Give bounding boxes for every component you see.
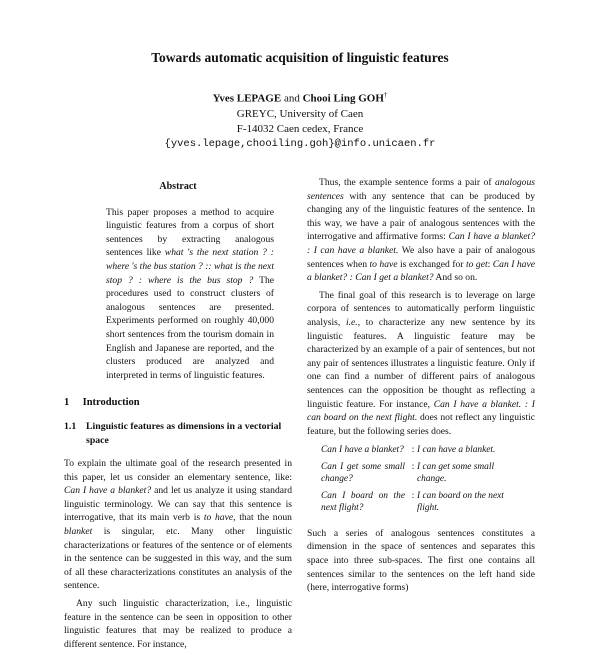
- section-number: 1: [64, 397, 70, 409]
- section-heading: [64, 396, 292, 410]
- subsection-heading: [64, 420, 292, 447]
- right-paragraph-3: Such a series of analogous sentences constitutes a dimension in the space of sentences and separates this space into three sub-spaces. The first one contains all sentences similar to the sentences on the left hand side (here, interrogative forms): [307, 527, 535, 594]
- example-row: [321, 490, 511, 519]
- text-span: does not reflect any linguistic feature, but the following series does.: [307, 412, 535, 437]
- author-block: [0, 88, 600, 152]
- example-row: [321, 461, 511, 490]
- text-span: And so on.: [433, 272, 478, 284]
- example-span: Can I have a blanket? : Can I get a blanket?: [307, 258, 535, 284]
- abstract-text-1: This paper proposes a method to acquire linguistic features from a corpus of short sentences by extracting analogous sentences like: [106, 206, 274, 259]
- abstract-text: [106, 206, 274, 383]
- affiliation: GREYC, University of Caen: [236, 107, 364, 120]
- paper-title: Towards automatic acquisition of linguistic features: [151, 50, 449, 65]
- subsection-title: Linguistic features as dimensions in a vectorial space: [86, 420, 282, 446]
- example-span: i.e.: [345, 316, 358, 328]
- example-left: Can I board on the next flight?: [321, 490, 405, 514]
- example-span: to have: [203, 512, 234, 524]
- example-span: Can I have a blanket?: [64, 485, 152, 497]
- right-paragraph-1: [307, 176, 535, 285]
- example-span: Can I have a blanket? : I can have a blanket.: [307, 231, 535, 256]
- text-span: Thus, the example sentence forms a pair of: [319, 177, 496, 188]
- example-left: Can I get some small change?: [321, 461, 405, 485]
- email: {yves.lepage,chooiling.goh}@info.unicaen.fr: [164, 137, 436, 150]
- author-2: Chooi Ling GOH: [302, 92, 384, 105]
- section-title: Introduction: [82, 397, 140, 409]
- author-1: Yves LEPAGE: [212, 92, 282, 105]
- example-row: [321, 444, 511, 461]
- example-table: [321, 444, 511, 519]
- example-span: blanket: [64, 526, 93, 538]
- left-column: [64, 176, 292, 655]
- text-span: is exchanged for: [397, 258, 466, 270]
- left-paragraph-1: [64, 457, 292, 593]
- left-paragraph-2: Any such linguistic characterization, i.e., linguistic feature in the sentence can be seen in opposition to other linguistic features that may be realized to produce a different sentence. For instance,: [64, 598, 292, 650]
- text-span: The final goal of this research is to leverage on large corpora of sentences to automatically perform linguistic analysis,: [307, 289, 535, 328]
- abstract-text-2: The procedures used to construct clusters of analogous sentences are presented. Experiments performed on roughly 40,000 short sentences from the tourism domain in English and Japanese are reported, and the clusters produced are analyzed and interpreted in terms of linguistic features.: [106, 274, 275, 381]
- right-paragraph-2: [307, 289, 535, 439]
- example-span: to get: [465, 258, 488, 270]
- example-separator: :: [411, 461, 415, 472]
- example-left: Can I have a blanket?: [321, 445, 404, 456]
- dagger-mark: †: [383, 91, 388, 99]
- address: F-14032 Caen cedex, France: [236, 122, 364, 135]
- author-and: and: [283, 92, 300, 105]
- example-right: I can board on the next flight.: [417, 490, 504, 514]
- example-span: analogous sentences: [307, 177, 535, 202]
- text-span: and let us analyze it using standard linguistic terminology. We can say that this sentence is interrogative, that its main verb is: [64, 485, 292, 524]
- text-span: :: [487, 258, 493, 270]
- right-column: [307, 176, 535, 599]
- text-span: We also have a pair of analogous sentences when: [307, 244, 535, 270]
- text-span: To explain the ultimate goal of the research presented in this paper, let us consider an elementary sentence, like:: [64, 458, 292, 483]
- example-span: to have: [369, 258, 398, 270]
- example-separator: :: [411, 490, 415, 501]
- subsection-number: 1.1: [64, 420, 77, 432]
- abstract-example: what 's the next station ? : where 's the bus station ? :: what is the next stop ? : where is the bus stop ?: [106, 247, 274, 286]
- example-right: I can get some small change.: [417, 461, 495, 485]
- text-span: , that the noun: [233, 512, 292, 524]
- text-span: , to characterize any new sentence by its linguistic features. A linguistic feature may be characterized by an example of a pair of sentences, but not any pair of sentences illustrates a linguistic feature. Only if one can find a number of different pairs of analogous sentences can the opposition be thought as reflecting a linguistic feature. For instance,: [307, 316, 535, 410]
- text-span: with any sentence that can be produced by changing any of the linguistic features of the sentence. In this way, we have a pair of analogous sentences with the interrogative and affirmative forms:: [307, 190, 535, 243]
- example-right: I can have a blanket.: [417, 445, 496, 456]
- author-line: [0, 88, 600, 107]
- abstract-heading: Abstract: [159, 181, 197, 192]
- text-span: is singular, etc. Many other linguistic characterizations or features of the sentence or of elements in the sentence can be suggested in this way, and the sum of all these characterizations constitutes an analysis of the sentence.: [64, 526, 292, 592]
- example-span: Can I have a blanket. : I can board on the next flight.: [307, 398, 535, 424]
- example-separator: :: [411, 445, 415, 456]
